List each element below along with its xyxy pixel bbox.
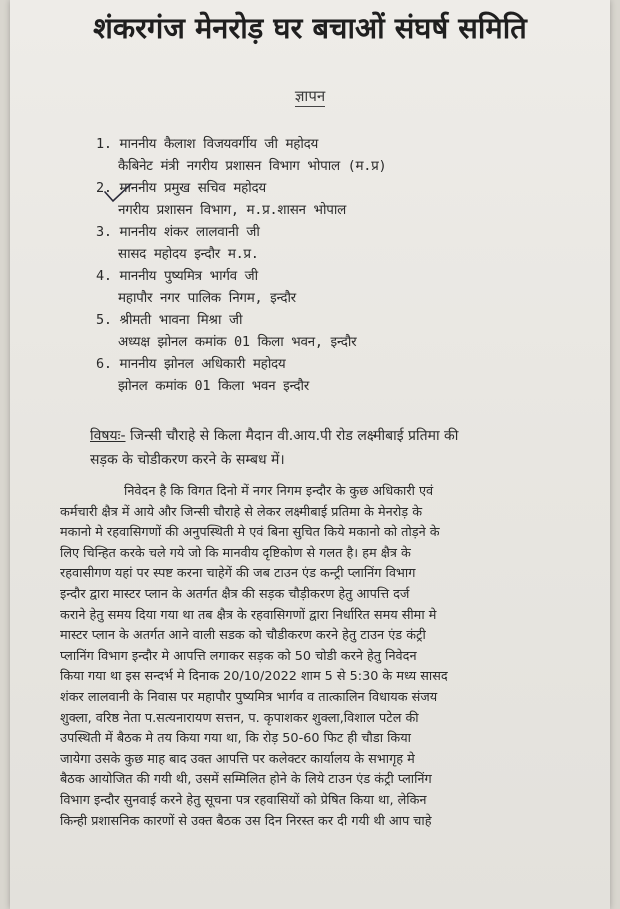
recipient-4-name: 4. माननीय पुष्यमित्र भार्गव जी <box>96 268 258 284</box>
body-line: कराने हेतु समय दिया गया था तब क्षैत्र के रहवासिगणों द्वारा निर्धारित समय सीमा मे <box>60 607 437 623</box>
body-line: जायेगा उसके कुछ माह बाद उक्त आपत्ति पर कलेक्टर कार्यालय के सभागृह मे <box>60 751 415 767</box>
body-line: शुक्ला, वरिष्ठ नेता प.सत्यनारायण सत्तन, प. कृपाशकर शुक्ला,विशाल पटेल की <box>60 710 419 726</box>
recipient-2-designation: नगरीय प्रशासन विभाग, म.प्र.शासन भोपाल <box>118 202 346 218</box>
body-line: इन्दौर द्वारा मास्टर प्लान के अतर्गत क्षैत्र की सड़क चौड़ीकरण हेतु आपत्ति दर्ज <box>60 586 410 602</box>
recipient-5-name: 5. श्रीमती भावना मिश्रा जी <box>96 312 243 328</box>
document-page <box>10 0 610 909</box>
recipient-3-designation: सासद महोदय इन्दौर म.प्र. <box>118 246 259 262</box>
body-line: प्लानिंग विभाग इन्दौर मे आपत्ति लगाकर सड़क को 50 चोडी करने हेतु निवेदन <box>60 648 417 664</box>
recipient-6-name: 6. माननीय झोनल अधिकारी महोदय <box>96 356 286 372</box>
body-line: शंकर लालवानी के निवास पर महापौर पुष्यमित्र भार्गव व तात्कालिन विधायक संजय <box>60 689 438 705</box>
body-line: बैठक आयोजित की गयी थी, उसमें सम्मिलित होने के लिये टाउन एंड कंट्री प्लानिंग <box>60 772 432 788</box>
recipient-2-name: 2. माननीय प्रमुख सचिव महोदय <box>96 180 266 196</box>
memorandum-label: ज्ञापन <box>294 87 326 105</box>
recipient-4-designation: महापौर नगर पालिक निगम, इन्दौर <box>118 290 296 306</box>
body-line: मास्टर प्लान के अतर्गत आने वाली सडक को चौडीकरण करने हेतु टाउन एंड कंट्री <box>60 628 426 644</box>
document-title: शंकरगंज मेनरोड़ घर बचाओं संघर्ष समिति <box>93 11 527 45</box>
handwritten-tick-mark <box>103 182 133 204</box>
body-line: किया गया था इस सन्दर्भ मे दिनाक 20/10/2022 शाम 5 से 5:30 के मध्य सासद <box>60 669 448 685</box>
subject-line-2: सड़क के चोडीकरण करने के सम्बध में। <box>90 452 285 468</box>
document-subtitle <box>10 86 610 106</box>
body-line: निवेदन है कि विगत दिनो में नगर निगम इन्दौर के कुछ अधिकारी एवं <box>124 484 434 499</box>
body-line: मकानो मे रहवासिगणों की अनुपस्थिती मे एवं बिना सुचित किये मकानो को तोड़ने के <box>60 525 440 541</box>
subject-block <box>90 424 590 472</box>
body-line: कर्मचारी क्षैत्र में आये और जिन्सी चौराहे से लेकर लक्ष्मीबाई प्रतिमा के मेनरोड़ के <box>60 504 423 520</box>
letter-body <box>60 482 600 832</box>
recipient-6-designation: झोनल कमांक 01 किला भवन इन्दौर <box>118 378 309 394</box>
recipient-list <box>96 133 596 397</box>
recipient-5-designation: अध्यक्ष झोनल कमांक 01 किला भवन, इन्दौर <box>118 334 357 350</box>
body-line: किन्ही प्रशासनिक कारणों से उक्त बैठक उस दिन निरस्त कर दी गयी थी आप चाहे <box>60 813 432 829</box>
recipient-1-name: 1. माननीय कैलाश विजयवर्गीय जी महोदय <box>96 136 319 152</box>
body-line: लिए चिन्हित करके चले गये जो कि मानवीय दृष्टिकोण से गलत है। हम क्षैत्र के <box>60 545 411 561</box>
body-line: विभाग इन्दौर सुनवाई करने हेतु सूचना पत्र रहवासियों को प्रेषित किया था, लेकिन <box>60 792 427 808</box>
subject-label: विषयः- <box>90 428 126 444</box>
subject-text-1: जिन्सी चौराहे से किला मैदान वी.आय.पी रोड लक्ष्मीबाई प्रतिमा की <box>129 428 459 444</box>
subject-line-1 <box>90 424 590 448</box>
recipient-1-designation: कैबिनेट मंत्री नगरीय प्रशासन विभाग भोपाल (म.प्र) <box>118 158 387 174</box>
body-line: उपस्थिती में बैठक मे तय किया गया था, कि रोड़ 50-60 फिट ही चौडा किया <box>60 731 411 747</box>
recipient-3-name: 3. माननीय शंकर लालवानी जी <box>96 224 260 240</box>
body-line: रहवासीगण यहां पर स्पष्ट करना चाहेगें की जब टाउन एंड कन्ट्री प्लानिंग विभाग <box>60 566 416 582</box>
